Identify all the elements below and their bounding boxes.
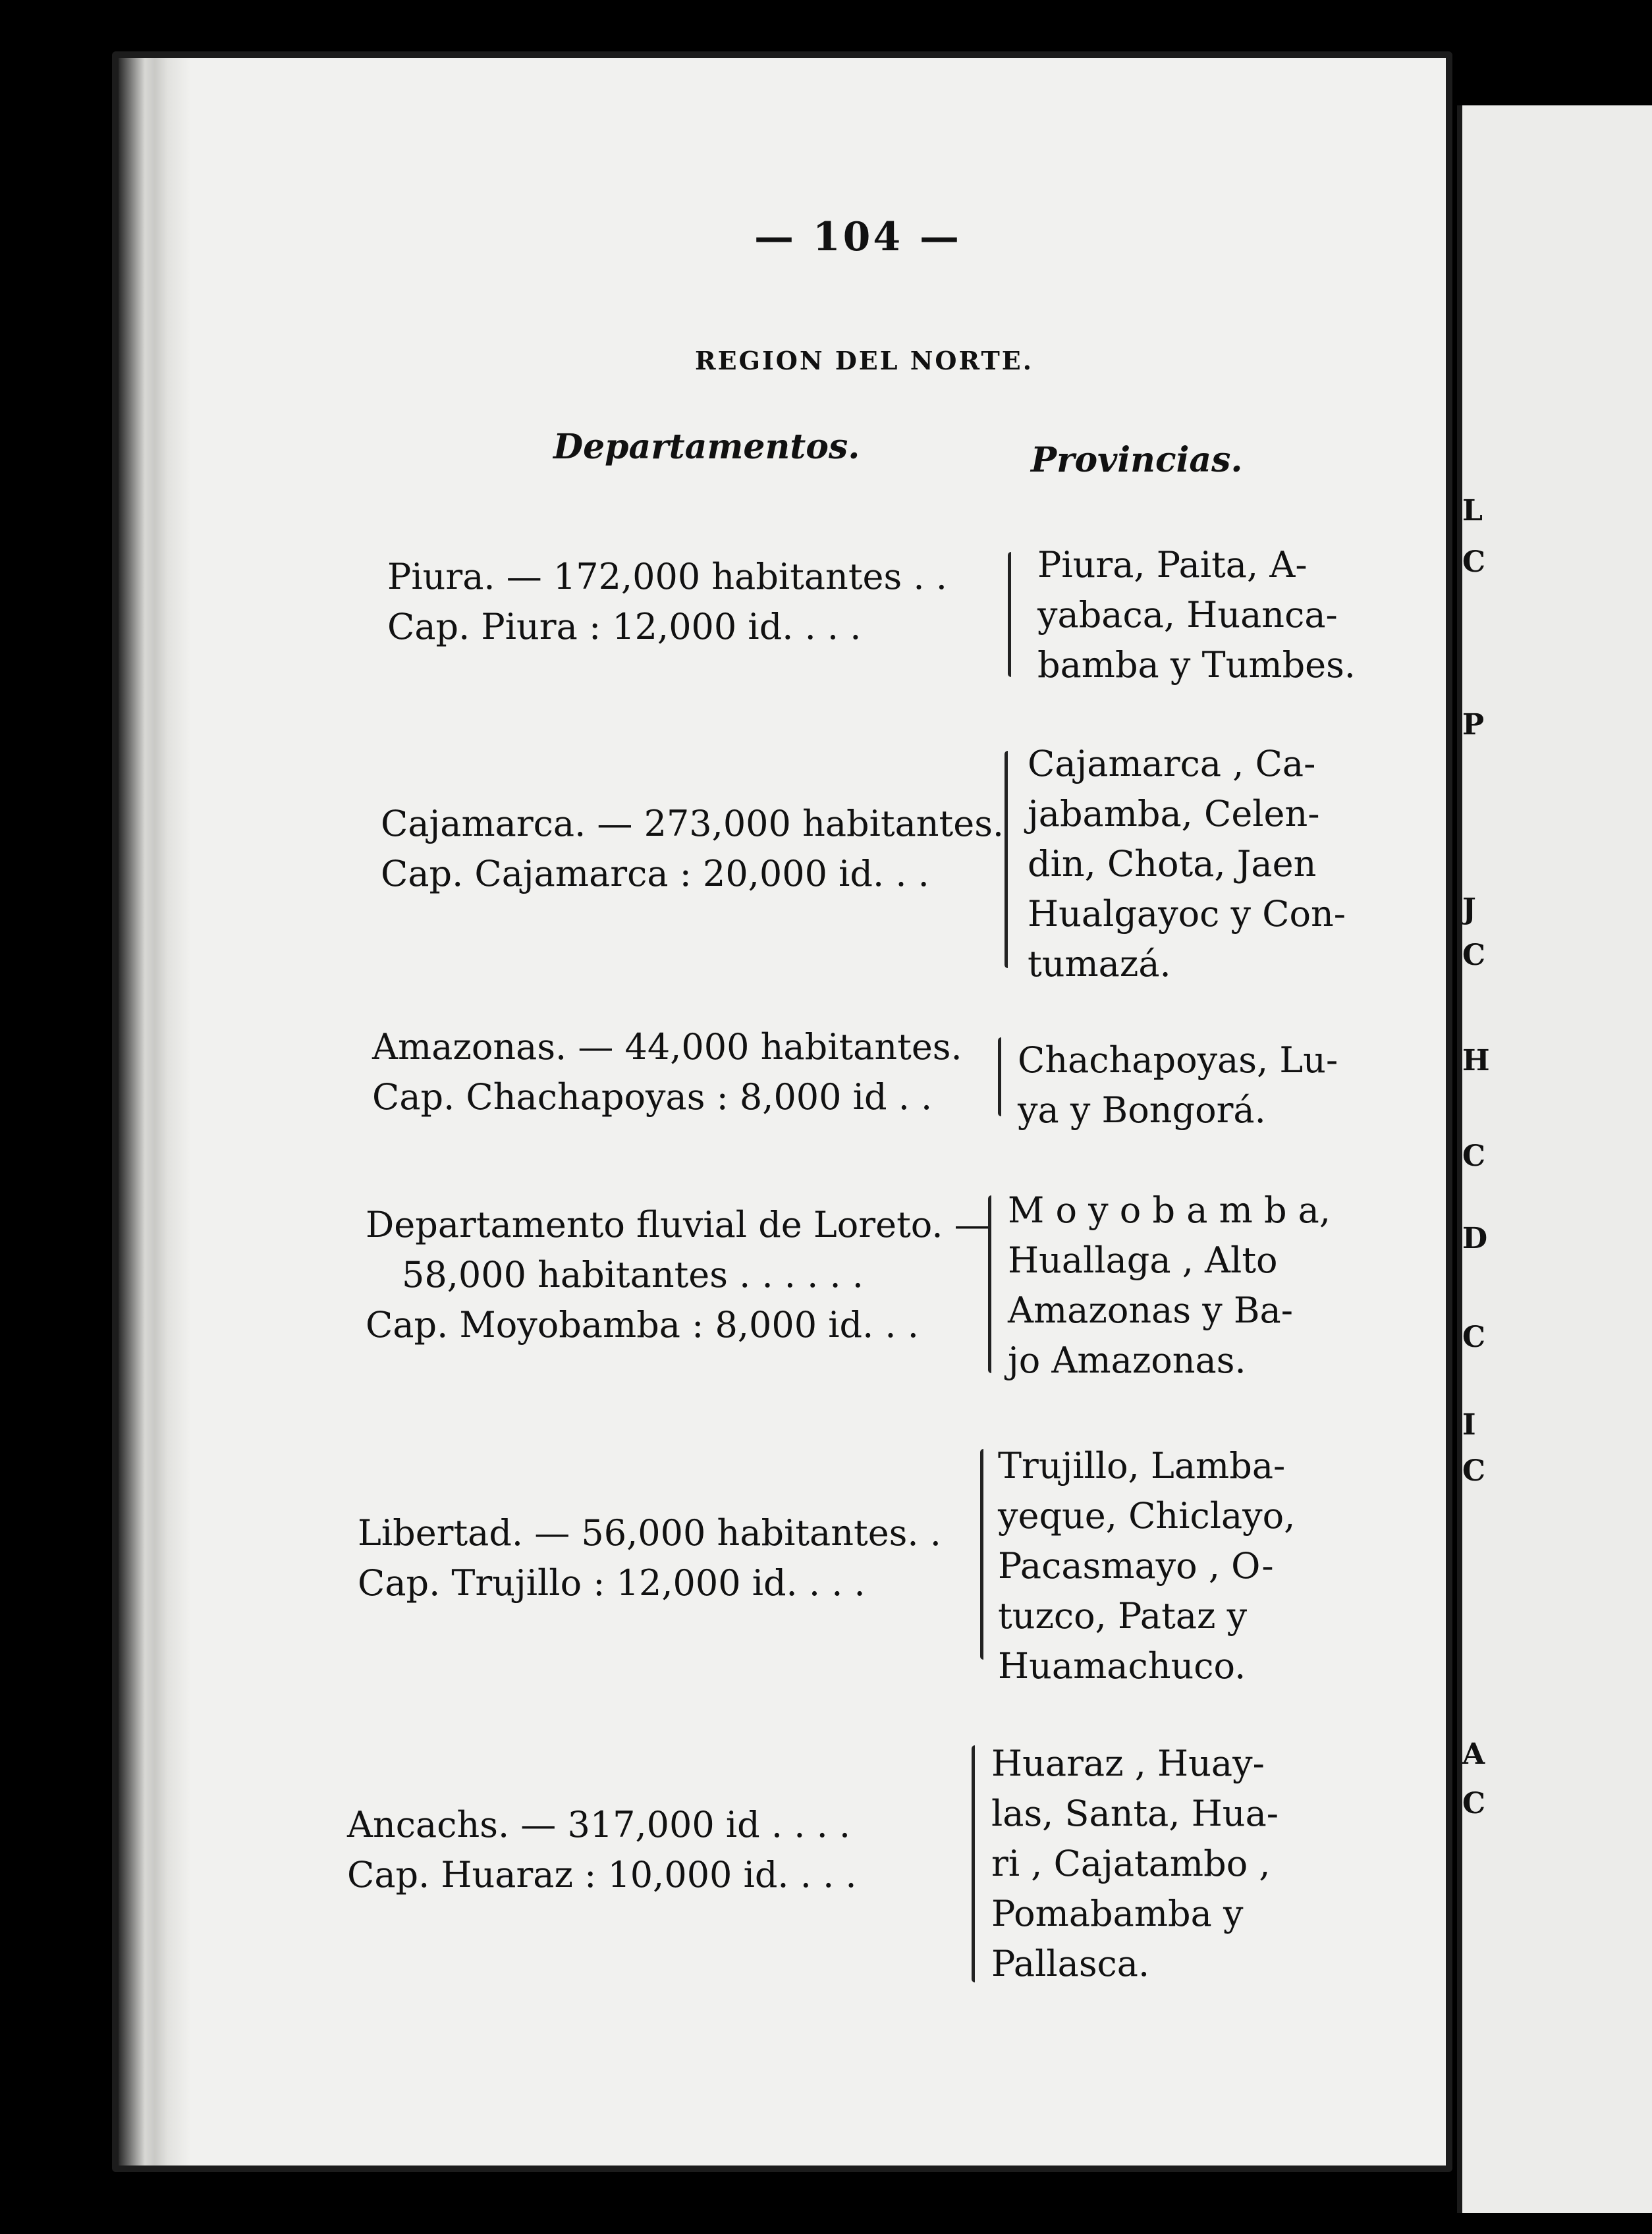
department-entry-amazonas [372,1022,962,1122]
brace [1005,751,1008,968]
province-line: Amazonas y Ba- [1008,1290,1294,1331]
province-line: bamba y Tumbes. [1037,644,1356,686]
brace [1008,552,1011,677]
province-line: yabaca, Huanca- [1037,594,1338,636]
facing-letter: I [1462,1408,1476,1442]
facing-letter: C [1462,545,1486,579]
province-line: tuzco, Pataz y [998,1595,1248,1637]
capital-line: Cap. Trujillo : 12,000 id. . . . [358,1562,866,1604]
facing-page [1457,105,1652,2213]
facing-letter: C [1462,1321,1486,1354]
province-line: ya y Bongorá. [1018,1089,1266,1131]
departments-column-header: Departamentos. [553,427,860,467]
department-line: 58,000 habitantes . . . . . . [402,1254,864,1295]
province-line: Huaraz , Huay- [991,1743,1265,1784]
province-line: Hualgayoc y Con- [1028,893,1346,935]
section-title: REGION DEL NORTE. [695,346,1033,375]
province-line: din, Chota, Jaen [1028,843,1317,885]
province-line: M o y o b a m b a, [1008,1189,1331,1231]
provinces-amazonas [1018,1035,1338,1135]
province-line: Huallaga , Alto [1008,1240,1278,1281]
province-line: Piura, Paita, A- [1037,544,1308,586]
provinces-column-header: Provincias. [1031,440,1243,480]
province-line: Pacasmayo , O- [998,1545,1274,1587]
province-line: Pomabamba y [991,1893,1244,1934]
brace [988,1195,991,1373]
capital-line: Cap. Huaraz : 10,000 id. . . . [347,1854,857,1895]
facing-letter: J [1462,892,1476,926]
brace [980,1449,983,1660]
department-entry-loreto [366,1200,990,1350]
facing-letter: C [1462,1787,1486,1820]
facing-letter: C [1462,939,1486,972]
department-line: Libertad. — 56,000 habitantes. . [358,1512,941,1554]
facing-letter: L [1462,494,1483,528]
provinces-ancachs [991,1739,1279,1989]
brace [972,1745,975,1982]
province-line: Pallasca. [991,1943,1150,1984]
province-line: yeque, Chiclayo, [998,1495,1296,1537]
facing-letter: A [1462,1737,1485,1771]
department-entry-cajamarca [381,799,1004,899]
provinces-piura [1037,540,1356,690]
department-entry-ancachs [347,1800,857,1900]
capital-line: Cap. Cajamarca : 20,000 id. . . [381,853,929,894]
department-line: Amazonas. — 44,000 habitantes. [372,1026,962,1068]
capital-line: Cap. Moyobamba : 8,000 id. . . [366,1304,919,1346]
provinces-cajamarca [1028,739,1346,989]
province-line: las, Santa, Hua- [991,1793,1279,1834]
province-line: Chachapoyas, Lu- [1018,1039,1338,1081]
facing-letter: C [1462,1139,1486,1173]
capital-line: Cap. Piura : 12,000 id. . . . [387,606,862,647]
province-line: ri , Cajatambo , [991,1843,1271,1884]
page-number: — 104 — [754,214,962,260]
province-line: jo Amazonas. [1008,1340,1246,1381]
provinces-loreto [1008,1185,1331,1386]
facing-letter: P [1462,708,1485,742]
facing-letter: D [1462,1222,1488,1255]
brace [998,1037,1001,1116]
province-line: Trujillo, Lamba- [998,1445,1286,1486]
province-line: Huamachuco. [998,1645,1246,1687]
page-edge [119,58,191,2166]
department-line: Piura. — 172,000 habitantes . . [387,556,947,597]
capital-line: Cap. Chachapoyas : 8,000 id . . [372,1076,933,1118]
provinces-libertad [998,1441,1295,1691]
facing-letter: C [1462,1454,1486,1488]
province-line: Cajamarca , Ca- [1028,743,1316,784]
department-line: Departamento fluvial de Loreto. — [366,1204,990,1245]
department-line: Cajamarca. — 273,000 habitantes. [381,803,1005,844]
facing-letter: H [1462,1044,1490,1077]
department-entry-libertad [358,1508,941,1608]
province-line: jabamba, Celen- [1028,793,1320,834]
province-line: tumazá. [1028,943,1171,985]
department-line: Ancachs. — 317,000 id . . . . [347,1804,851,1845]
department-entry-piura [387,552,947,652]
